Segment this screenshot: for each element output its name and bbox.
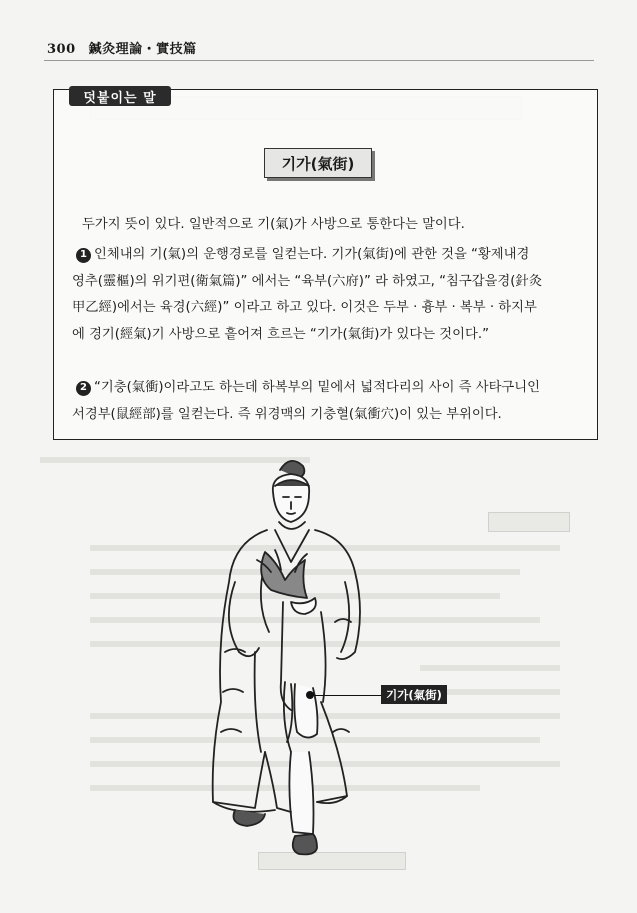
number-two-marker: 2: [76, 381, 91, 396]
robed-figure-illustration: [195, 452, 385, 882]
paragraph-2: [72, 375, 587, 428]
paragraph-line: “기충(氣衝)이라고도 하는데 하복부의 밑에서 넓적다리의 사이 즉 사타구니인: [94, 380, 540, 395]
paragraph-line: 인체내의 기(氣)의 운행경로를 일컫는다. 기가(氣街)에 관한 것을 “황제내경: [94, 247, 530, 262]
book-title: 鍼灸理論・實技篇: [88, 42, 197, 57]
paragraph-line: 서경부(鼠經部)를 일컫는다. 즉 위경맥의 기충혈(氣衝穴)이 있는 부위이다.: [72, 406, 502, 422]
paragraph-line: 두가지 뜻이 있다. 일반적으로 기(氣)가 사방으로 통한다는 말이다.: [82, 217, 465, 232]
paragraph-line: 甲乙經)에서는 육경(六經)” 이라고 하고 있다. 이것은 두부 · 흉부 · 복부 · 하지부: [72, 300, 537, 316]
note-title: 기가(氣街): [264, 148, 372, 178]
paragraph-1: [72, 242, 587, 348]
paragraph-line: 에 경기(經氣)기 사방으로 흩어져 흐르는 “기가(氣街)가 있다는 것이다.”: [72, 326, 489, 342]
figure-label: 기가(氣街): [381, 685, 447, 704]
paragraph-intro: [72, 212, 587, 239]
pointer-line: [312, 695, 382, 696]
paragraph-line: 영추(靈樞)의 위기편(衛氣篇)” 에서는 “육부(六府)” 라 하였고, “침구갑을경(針灸: [72, 273, 543, 289]
note-tab: 덧붙이는 말: [69, 86, 171, 106]
number-one-marker: 1: [76, 248, 91, 263]
page-number: 300: [47, 42, 76, 57]
